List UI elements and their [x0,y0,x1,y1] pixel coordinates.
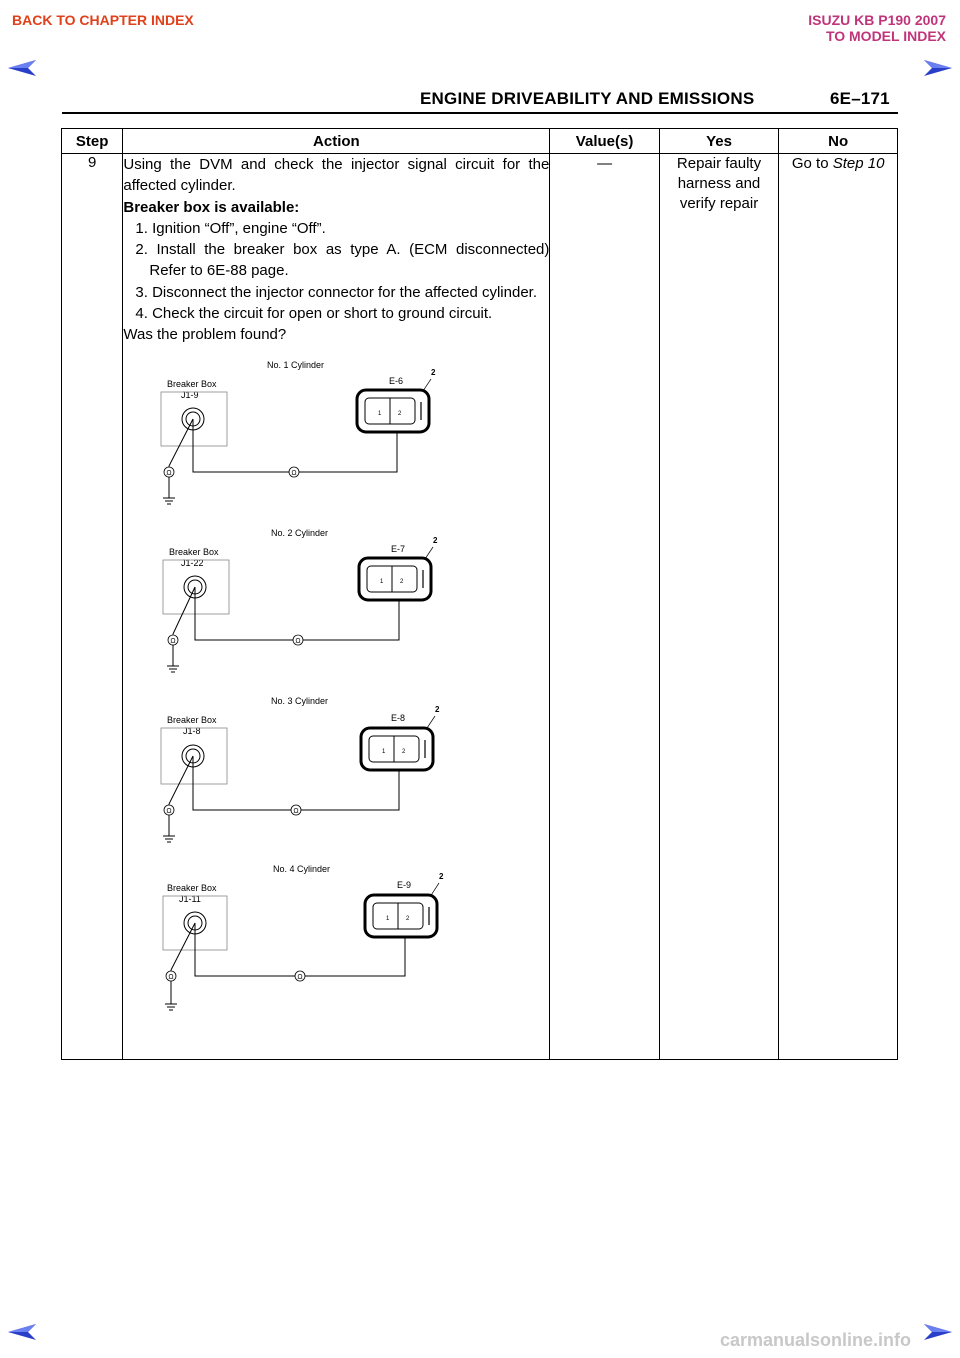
step-number: 9 [62,154,123,1060]
no-cell [779,154,898,1060]
model-title: ISUZU KB P190 2007 [808,12,946,28]
column-header: Value(s) [550,129,659,154]
yes-line: harness and [677,175,761,192]
ohm-symbol: Ω [293,807,299,815]
svg-text:2: 2 [402,748,406,755]
column-header: No [779,129,898,154]
action-step: 2. Install the breaker box as type A. (ECM disconnected) Refer to 6E-88 page. [135,241,550,280]
svg-text:1: 1 [378,410,382,417]
no-prefix: Go to [791,155,833,172]
next-arrow-icon[interactable] [920,1322,954,1342]
cylinder-label: No. 3 Cylinder [271,695,329,706]
circuit-diagram [159,526,549,694]
connector-label: E-6 [389,375,404,386]
svg-text:1: 1 [386,915,390,922]
ohm-symbol: Ω [168,973,174,981]
column-header: Action [123,129,550,154]
model-index-label: TO MODEL INDEX [825,28,946,44]
cylinder-circuit-svg [159,358,549,518]
ohm-symbol: Ω [297,973,303,981]
yes-line: verify repair [679,195,759,212]
circuit-diagram [159,862,549,1030]
prev-arrow-icon[interactable] [6,58,40,78]
svg-text:2: 2 [406,915,410,922]
action-intro: Using the DVM and check the injector signal circuit for the affected cylinder. [123,156,550,195]
action-condition: Breaker box is available: [123,198,300,216]
back-to-chapter-link[interactable]: BACK TO CHAPTER INDEX [12,12,194,28]
cylinder-label: No. 1 Cylinder [267,359,325,370]
column-header: Step [62,129,123,154]
cylinder-label: No. 4 Cylinder [273,863,331,874]
pin-label: J1-8 [183,725,201,736]
cylinder-circuit-svg [159,694,549,854]
ohm-symbol: Ω [166,807,172,815]
breaker-box-label: Breaker Box [167,378,217,389]
pin-label: J1-11 [179,893,202,904]
step-link[interactable]: Step 10 [832,155,885,172]
circuit-diagram [159,694,549,862]
model-index-link[interactable] [808,12,946,44]
pin-label: J1-22 [181,557,204,568]
terminal-label: 2 [433,535,438,545]
ohm-symbol: Ω [291,469,297,477]
breaker-box-label: Breaker Box [167,714,217,725]
svg-text:1: 1 [382,748,386,755]
cylinder-circuit-svg [159,862,549,1022]
circuit-diagrams [123,358,549,1030]
action-cell [123,154,550,1060]
prev-arrow-icon[interactable] [6,1322,40,1342]
action-step: 4. Check the circuit for open or short to ground circuit. [135,305,493,323]
page-number: 6E–171 [830,89,890,108]
pin-label: J1-9 [181,389,199,400]
section-title: ENGINE DRIVEABILITY AND EMISSIONS [420,89,755,108]
circuit-diagram [159,358,549,526]
terminal-label: 2 [435,704,440,714]
terminal-label: 2 [431,367,436,377]
next-arrow-icon[interactable] [920,58,954,78]
svg-text:1: 1 [380,578,384,585]
connector-label: E-9 [397,879,412,890]
table-header-row [62,129,898,154]
yes-cell [659,154,779,1060]
svg-text:2: 2 [398,410,402,417]
ohm-symbol: Ω [166,469,172,477]
header-rule [62,112,898,114]
column-header: Yes [659,129,779,154]
breaker-box-label: Breaker Box [169,546,219,557]
ohm-symbol: Ω [170,637,176,645]
connector-label: E-8 [391,712,406,723]
connector-label: E-7 [391,543,406,554]
ohm-symbol: Ω [295,637,301,645]
svg-text:2: 2 [400,578,404,585]
watermark: carmanualsonline.info [720,1330,912,1350]
diagnostic-table [61,128,898,1060]
action-step: 3. Disconnect the injector connector for the affected cylinder. [135,283,538,301]
action-step: 1. Ignition “Off”, engine “Off”. [135,219,326,237]
cylinder-circuit-svg [159,526,549,686]
table-row [62,154,898,1060]
breaker-box-label: Breaker Box [167,882,217,893]
cylinder-label: No. 2 Cylinder [271,527,329,538]
action-question: Was the problem found? [123,326,287,344]
yes-line: Repair faulty [676,155,762,172]
terminal-label: 2 [439,871,444,881]
value-cell: — [550,154,659,1060]
